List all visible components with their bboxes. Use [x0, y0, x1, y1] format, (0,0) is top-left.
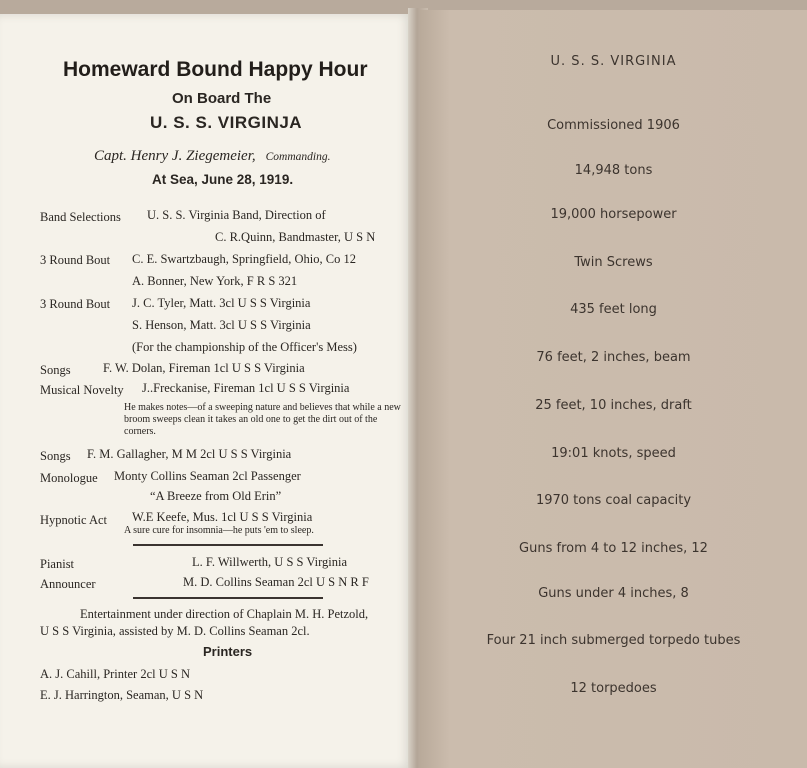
fact-line: 14,948 tons	[574, 163, 653, 178]
program-item-line: “A Breeze from Old Erin”	[150, 489, 282, 503]
pianist-name: L. F. Willwerth, U S S Virginia	[192, 555, 348, 569]
fact-line: 25 feet, 10 inches, draft	[535, 398, 692, 413]
program-subtitle: On Board The	[172, 90, 272, 107]
fact-line: 1970 tons coal capacity	[535, 493, 692, 508]
entertainment-line: U S S Virginia, assisted by M. D. Collins Seaman 2cl.	[40, 624, 310, 638]
program-item-line: U. S. S. Virginia Band, Direction of	[147, 208, 326, 222]
program-item-line: F. W. Dolan, Fireman 1cl U S S Virginia	[103, 361, 305, 375]
program-item-line: W.E Keefe, Mus. 1cl U S S Virginia	[132, 510, 313, 524]
program-item-note: A sure cure for insomnia—he puts 'em to sleep.	[124, 525, 314, 536]
program-item-line: Monty Collins Seaman 2cl Passenger	[114, 469, 301, 483]
announcer-label: Announcer	[40, 577, 96, 591]
fact-line: 19,000 horsepower	[550, 207, 677, 222]
program-item-note: He makes notes—of a sweeping nature and believes that while a new broom sweeps clean it takes an old one to get the dirt out of the corners.	[124, 402, 401, 437]
fact-line: Twin Screws	[574, 255, 653, 270]
printers-heading: Printers	[203, 644, 253, 659]
commanding-label: Commanding.	[265, 151, 331, 163]
program-item-label: Musical Novelty	[40, 383, 124, 397]
program-item-line: C. R.Quinn, Bandmaster, U S N	[215, 230, 376, 244]
program-title: Homeward Bound Happy Hour	[63, 58, 368, 81]
program-item-line: S. Henson, Matt. 3cl U S S Virginia	[132, 318, 311, 332]
fact-line: Guns under 4 inches, 8	[538, 586, 689, 601]
fact-line: Commissioned 1906	[547, 118, 680, 133]
program-item-label: 3 Round Bout	[40, 297, 111, 311]
fact-line: Guns from 4 to 12 inches, 12	[519, 541, 708, 556]
divider	[133, 544, 323, 546]
ship-name: U. S. S. VIRGINJA	[150, 113, 303, 132]
program-item-line: F. M. Gallagher, M M 2cl U S S Virginia	[87, 447, 292, 461]
fact-line: 435 feet long	[570, 302, 657, 317]
fact-line: 19:01 knots, speed	[551, 446, 676, 461]
announcer-name: M. D. Collins Seaman 2cl U S N R F	[183, 575, 369, 589]
program-item-label: Songs	[40, 449, 71, 463]
program-date: At Sea, June 28, 1919.	[152, 172, 294, 187]
program-item-label: Songs	[40, 363, 71, 377]
entertainment-line: Entertainment under direction of Chaplain M. H. Petzold,	[80, 607, 369, 621]
program-item-label: Hypnotic Act	[40, 513, 108, 527]
printer-line: E. J. Harrington, Seaman, U S N	[40, 688, 204, 702]
program-item-line: J..Freckanise, Fireman 1cl U S S Virginia	[142, 381, 350, 395]
pianist-label: Pianist	[40, 557, 75, 571]
divider	[133, 597, 323, 599]
program-item-label: Band Selections	[40, 210, 121, 224]
program-item-line: J. C. Tyler, Matt. 3cl U S S Virginia	[132, 296, 311, 310]
program-item-label: 3 Round Bout	[40, 253, 111, 267]
captain-name: Capt. Henry J. Ziegemeier,	[94, 148, 256, 164]
program-item-line: (For the championship of the Officer's Mess)	[132, 340, 357, 354]
fact-line: Four 21 inch submerged torpedo tubes	[486, 633, 741, 648]
facts-heading: U. S. S. VIRGINIA	[550, 54, 677, 69]
program-item-label: Monologue	[40, 471, 98, 485]
program-item-line: A. Bonner, New York, F R S 321	[132, 274, 298, 288]
captain-line	[94, 148, 331, 165]
program-item-line: C. E. Swartzbaugh, Springfield, Ohio, Co 12	[132, 252, 356, 266]
printer-line: A. J. Cahill, Printer 2cl U S N	[40, 667, 190, 681]
fact-line: 76 feet, 2 inches, beam	[536, 350, 691, 365]
fact-line: 12 torpedoes	[570, 681, 657, 696]
